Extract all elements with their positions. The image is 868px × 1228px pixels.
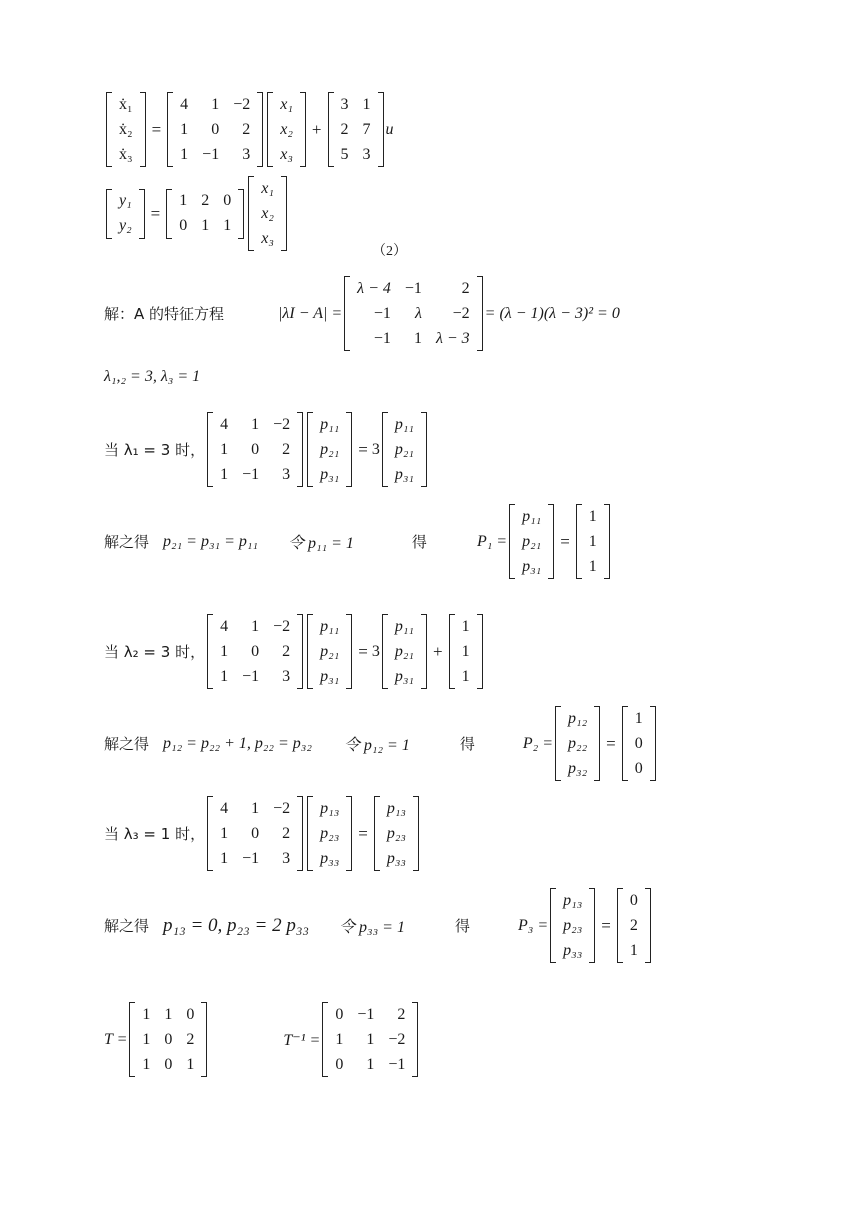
matrix-cell: −1 xyxy=(388,1055,406,1073)
matrix-body xyxy=(313,796,346,871)
matrix-cell: p₂₁ xyxy=(394,642,414,660)
case1-equation: 当 λ₁ = 3 时， 4 1 −2 1 0 2 1 −1 3 p₁₁ p₂₁ p₃₁ = 3 p₁₁ p₂₁ p₃₁ xyxy=(104,412,429,487)
x-vector xyxy=(267,92,306,167)
matrix-cell: 2 xyxy=(629,916,638,934)
right-bracket xyxy=(413,796,419,871)
right-bracket xyxy=(346,412,352,487)
matrix-cell: p₃₃ xyxy=(386,849,406,867)
matrix-cell: 0 xyxy=(629,891,638,909)
matrix-body xyxy=(561,706,594,781)
matrix-body xyxy=(254,176,281,251)
matrix-cell: 1 xyxy=(366,1055,375,1073)
case2-matrix-A xyxy=(207,614,303,689)
matrix-cell: 1 xyxy=(588,507,597,525)
matrix-cell: 2 xyxy=(282,642,291,660)
matrix-cell: p₃₁ xyxy=(522,557,542,575)
case1-coef: 3 xyxy=(371,440,380,458)
matrix-cell: p₁₂ xyxy=(568,709,588,727)
matrix-cell: 1 xyxy=(251,799,260,817)
right-bracket xyxy=(645,888,651,963)
matrix-body xyxy=(556,888,589,963)
matrix-cell: 1 xyxy=(186,1055,195,1073)
matrix-cell: 1 xyxy=(461,617,470,635)
matrix-cell: 1 xyxy=(220,642,229,660)
matrix-cell: λ − 3 xyxy=(435,329,470,347)
case2-get: 得 xyxy=(459,735,475,753)
matrix-cell: 0 xyxy=(251,824,260,842)
right-bracket xyxy=(140,92,146,167)
case2-condition: 当 λ₂ = 3 时， xyxy=(104,643,206,661)
matrix-body xyxy=(213,412,297,487)
y-vector xyxy=(106,189,145,239)
matrix-cell: p₂₂ xyxy=(568,734,588,752)
case3-P-value xyxy=(617,888,651,963)
case2-solution: 解之得 p₁₂ = p₂₂ + 1, p₂₂ = p₃₂ 令 p₁₂ = 1 得 P₂ = p₁₂ p₂₂ p₃₂ = 1 0 0 xyxy=(104,706,658,781)
case1-relation: p₂₁ = p₃₁ = p₁₁ xyxy=(163,532,258,550)
char-eq-intro: 解：A 的特征方程 xyxy=(104,305,225,323)
case2-relation: p₁₂ = p₂₂ + 1, p₂₂ = p₃₂ xyxy=(163,734,312,752)
right-bracket xyxy=(257,92,263,167)
case1-matrix-A xyxy=(207,412,303,487)
matrix-body xyxy=(328,1002,412,1077)
matrix-cell: 4 xyxy=(180,95,189,113)
matrix-cell: −1 xyxy=(202,145,220,163)
case1-solution: 解之得 p₂₁ = p₃₁ = p₁₁ 令 p₁₁ = 1 得 P₁ = p₁₁ p₂₁ p₃₁ = 1 1 1 xyxy=(104,504,612,579)
T-inverse-name: T⁻¹ = xyxy=(283,1031,321,1049)
case2-p-vector xyxy=(307,614,352,689)
matrix-cell: ẋ₁ xyxy=(119,95,133,113)
right-bracket xyxy=(650,706,656,781)
matrix-cell: 3 xyxy=(362,145,371,163)
matrix-cell: −1 xyxy=(373,329,391,347)
matrix-cell: 2 xyxy=(461,279,470,297)
matrix-T xyxy=(129,1002,207,1077)
matrix-cell: p₂₃ xyxy=(386,824,406,842)
matrix-cell: 1 xyxy=(220,465,229,483)
matrix-cell: p₂₁ xyxy=(320,440,340,458)
matrix-cell: p₁₃ xyxy=(320,799,340,817)
case2-solve-label: 解之得 xyxy=(104,735,150,753)
matrix-cell: 3 xyxy=(282,849,291,867)
matrix-cell: 0 xyxy=(634,734,643,752)
matrix-cell: 1 xyxy=(251,415,260,433)
matrix-cell: 1 xyxy=(201,217,210,234)
matrix-cell: 0 xyxy=(211,120,220,138)
x-vector-2 xyxy=(248,176,287,251)
matrix-body xyxy=(273,92,300,167)
matrix-cell: 0 xyxy=(335,1055,344,1073)
matrix-cell: p₃₂ xyxy=(568,759,588,777)
matrix-cell: y₂ xyxy=(119,217,132,234)
case1-p-vector-rhs xyxy=(382,412,427,487)
matrix-cell: x₁ xyxy=(261,179,274,197)
matrix-cell: 1 xyxy=(223,217,232,234)
matrix-cell: y₁ xyxy=(119,192,132,209)
case1-P-value xyxy=(576,504,610,579)
matrix-cell: p₁₁ xyxy=(320,617,340,635)
matrix-cell: −1 xyxy=(357,1005,375,1023)
matrix-body xyxy=(213,796,297,871)
matrix-cell: 4 xyxy=(220,799,229,817)
matrix-cell: 5 xyxy=(340,145,349,163)
matrix-cell: 0 xyxy=(251,642,260,660)
matrix-cell: 1 xyxy=(180,120,189,138)
matrix-cell: 1 xyxy=(220,667,229,685)
matrix-cell: −2 xyxy=(388,1030,406,1048)
right-bracket xyxy=(201,1002,207,1077)
case3-solve-label: 解之得 xyxy=(104,917,150,935)
matrix-cell: 1 xyxy=(588,532,597,550)
case2-add-vector xyxy=(449,614,483,689)
matrix-cell: p₁₃ xyxy=(386,799,406,817)
case3-condition: 当 λ₃ = 1 时， xyxy=(104,825,206,843)
matrix-cell: x₃ xyxy=(261,229,274,247)
matrix-B xyxy=(328,92,384,167)
right-bracket xyxy=(548,504,554,579)
right-bracket xyxy=(604,504,610,579)
matrix-cell: ẋ₂ xyxy=(119,120,133,138)
matrix-cell: p₁₃ xyxy=(563,891,583,909)
matrix-cell: p₁₁ xyxy=(522,507,542,525)
matrix-cell: 3 xyxy=(282,667,291,685)
matrix-cell: 1 xyxy=(164,1005,173,1023)
matrix-cell: 7 xyxy=(362,120,371,138)
transform-matrices xyxy=(104,1002,420,1077)
matrix-cell: 1 xyxy=(180,145,189,163)
matrix-cell: x₁ xyxy=(280,95,293,113)
right-bracket xyxy=(421,412,427,487)
matrix-cell: 1 xyxy=(142,1055,151,1073)
matrix-cell: 2 xyxy=(397,1005,406,1023)
matrix-cell: 0 xyxy=(179,217,188,234)
right-bracket xyxy=(477,276,483,351)
matrix-body xyxy=(334,92,378,167)
matrix-cell: p₂₁ xyxy=(394,440,414,458)
matrix-cell: p₁₁ xyxy=(320,415,340,433)
matrix-body xyxy=(388,412,421,487)
case1-P-name: P₁ = xyxy=(476,532,508,550)
matrix-cell: 2 xyxy=(242,120,251,138)
matrix-body xyxy=(173,92,257,167)
matrix-cell: 3 xyxy=(282,465,291,483)
right-bracket xyxy=(297,796,303,871)
matrix-cell: ẋ₃ xyxy=(119,145,133,163)
matrix-cell: −1 xyxy=(242,465,260,483)
matrix-cell: p₁₁ xyxy=(394,617,414,635)
matrix-cell: 0 xyxy=(223,192,232,209)
case3-get: 得 xyxy=(454,917,470,935)
matrix-cell: x₂ xyxy=(261,204,274,222)
part-label: （2） xyxy=(372,244,407,259)
right-bracket xyxy=(281,176,287,251)
case1-get: 得 xyxy=(411,533,427,551)
matrix-cell: p₂₁ xyxy=(320,642,340,660)
right-bracket xyxy=(412,1002,418,1077)
matrix-body xyxy=(628,706,650,781)
matrix-cell: 0 xyxy=(335,1005,344,1023)
matrix-cell: −2 xyxy=(273,415,291,433)
matrix-body xyxy=(455,614,477,689)
matrix-cell: 1 xyxy=(335,1030,344,1048)
matrix-cell: 0 xyxy=(164,1030,173,1048)
case2-P-vector xyxy=(555,706,600,781)
matrix-cell: 1 xyxy=(461,667,470,685)
state-equation: ẋ₁ ẋ₂ ẋ₃ = 4 1 −2 1 0 2 1 −1 3 x₁ x₂ x₃ + 3 1 2 7 5 3 u xyxy=(104,92,394,167)
matrix-body xyxy=(112,189,139,239)
matrix-cell: x₂ xyxy=(280,120,293,138)
matrix-cell: −1 xyxy=(404,279,422,297)
matrix-body xyxy=(135,1002,201,1077)
right-bracket xyxy=(589,888,595,963)
case2-coef: 3 xyxy=(371,642,380,660)
matrix-cell: 1 xyxy=(588,557,597,575)
matrix-cell: 1 xyxy=(220,824,229,842)
matrix-cell: 1 xyxy=(413,329,422,347)
matrix-cell: −2 xyxy=(273,799,291,817)
output-equation: y₁ y₂ = 1 2 0 0 1 1 x₁ x₂ x₃ xyxy=(104,176,289,251)
case3-matrix-A xyxy=(207,796,303,871)
right-bracket xyxy=(300,92,306,167)
right-bracket xyxy=(346,796,352,871)
matrix-cell: 1 xyxy=(220,440,229,458)
matrix-cell: 1 xyxy=(220,849,229,867)
right-bracket xyxy=(477,614,483,689)
matrix-cell: x₃ xyxy=(280,145,293,163)
matrix-cell: 4 xyxy=(220,617,229,635)
matrix-cell: λ − 4 xyxy=(357,279,391,297)
matrix-cell: −2 xyxy=(273,617,291,635)
matrix-body xyxy=(515,504,548,579)
matrix-cell: 1 xyxy=(179,192,188,209)
matrix-body xyxy=(380,796,413,871)
matrix-body xyxy=(582,504,604,579)
matrix-cell: 2 xyxy=(282,824,291,842)
characteristic-equation xyxy=(104,276,620,351)
case2-let: 令 p₁₂ = 1 xyxy=(343,737,410,754)
char-eq-rhs: = (λ − 1)(λ − 3)² = 0 xyxy=(484,304,620,322)
matrix-cell: p₂₁ xyxy=(522,532,542,550)
case1-P-vector xyxy=(509,504,554,579)
matrix-body xyxy=(313,614,346,689)
matrix-cell: 1 xyxy=(142,1030,151,1048)
case2-P-name: P₂ = xyxy=(522,734,553,752)
matrix-cell: p₁₁ xyxy=(394,415,414,433)
xdot-vector xyxy=(106,92,146,167)
matrix-body xyxy=(213,614,297,689)
case2-p-vector-rhs xyxy=(382,614,427,689)
matrix-cell: 2 xyxy=(340,120,349,138)
right-bracket xyxy=(346,614,352,689)
T-name: T = xyxy=(104,1030,128,1048)
matrix-cell: 1 xyxy=(251,617,260,635)
matrix-body xyxy=(313,412,346,487)
matrix-cell: 1 xyxy=(629,941,638,959)
matrix-cell: 2 xyxy=(201,192,210,209)
matrix-A xyxy=(167,92,263,167)
case3-p-vector xyxy=(307,796,352,871)
case2-equation: 当 λ₂ = 3 时， 4 1 −2 1 0 2 1 −1 3 p₁₁ p₂₁ p₃₁ = 3 p₁₁ p₂₁ p₃₁ + 1 1 1 xyxy=(104,614,485,689)
matrix-cell: p₂₃ xyxy=(320,824,340,842)
matrix-cell: 0 xyxy=(634,759,643,777)
right-bracket xyxy=(421,614,427,689)
case1-solve-label: 解之得 xyxy=(104,533,150,551)
matrix-cell: p₃₁ xyxy=(394,465,414,483)
right-bracket xyxy=(238,189,244,239)
char-eq-lhs: |λI − A| = xyxy=(278,304,343,322)
char-matrix xyxy=(344,276,483,351)
case3-relation: p₁₃ = 0, p₂₃ = 2 p₃₃ xyxy=(163,914,310,936)
matrix-cell: 2 xyxy=(186,1030,195,1048)
matrix-cell: −2 xyxy=(452,304,470,322)
matrix-cell: p₃₁ xyxy=(320,667,340,685)
right-bracket xyxy=(297,614,303,689)
right-bracket xyxy=(297,412,303,487)
matrix-cell: 4 xyxy=(220,415,229,433)
eigenvalues: λ₁,₂ = 3, λ₃ = 1 xyxy=(104,368,201,385)
matrix-body xyxy=(172,189,238,239)
matrix-cell: p₂₃ xyxy=(563,916,583,934)
matrix-cell: −1 xyxy=(242,849,260,867)
matrix-cell: p₃₁ xyxy=(320,465,340,483)
case2-P-value xyxy=(622,706,656,781)
matrix-cell: 0 xyxy=(164,1055,173,1073)
matrix-cell: 1 xyxy=(461,642,470,660)
case3-P-name: P₃ = xyxy=(518,916,549,934)
case1-let: 令 p₁₁ = 1 xyxy=(287,535,354,552)
matrix-cell: 0 xyxy=(251,440,260,458)
matrix-C xyxy=(166,189,244,239)
case1-condition: 当 λ₁ = 3 时， xyxy=(104,441,206,459)
matrix-cell: 1 xyxy=(142,1005,151,1023)
matrix-cell: −1 xyxy=(242,667,260,685)
matrix-cell: p₃₁ xyxy=(394,667,414,685)
case1-p-vector xyxy=(307,412,352,487)
matrix-cell: −2 xyxy=(233,95,251,113)
matrix-cell: −1 xyxy=(373,304,391,322)
matrix-body xyxy=(112,92,140,167)
case3-p-vector-rhs xyxy=(374,796,419,871)
right-bracket xyxy=(378,92,384,167)
matrix-cell: 2 xyxy=(282,440,291,458)
matrix-cell: 1 xyxy=(211,95,220,113)
case3-solution: 解之得 p₁₃ = 0, p₂₃ = 2 p₃₃ 令 p₃₃ = 1 得 P₃ = p₁₃ p₂₃ p₃₃ = 0 2 1 xyxy=(104,888,653,963)
matrix-cell: 0 xyxy=(186,1005,195,1023)
matrix-cell: 1 xyxy=(366,1030,375,1048)
case3-equation: 当 λ₃ = 1 时， 4 1 −2 1 0 2 1 −1 3 p₁₃ p₂₃ p₃₃ = p₁₃ p₂₃ p₃₃ xyxy=(104,796,421,871)
case3-P-vector xyxy=(550,888,595,963)
matrix-body xyxy=(350,276,477,351)
matrix-cell: p₃₃ xyxy=(320,849,340,867)
matrix-cell: 3 xyxy=(340,95,349,113)
right-bracket xyxy=(139,189,145,239)
matrix-body xyxy=(623,888,645,963)
matrix-cell: p₃₃ xyxy=(563,941,583,959)
matrix-cell: λ xyxy=(415,304,422,322)
matrix-cell: 3 xyxy=(242,145,251,163)
matrix-T-inverse xyxy=(322,1002,418,1077)
matrix-body xyxy=(388,614,421,689)
input-u: u xyxy=(385,120,394,138)
case3-let: 令 p₃₃ = 1 xyxy=(339,919,405,936)
right-bracket xyxy=(594,706,600,781)
matrix-cell: 1 xyxy=(362,95,371,113)
matrix-cell: 1 xyxy=(634,709,643,727)
